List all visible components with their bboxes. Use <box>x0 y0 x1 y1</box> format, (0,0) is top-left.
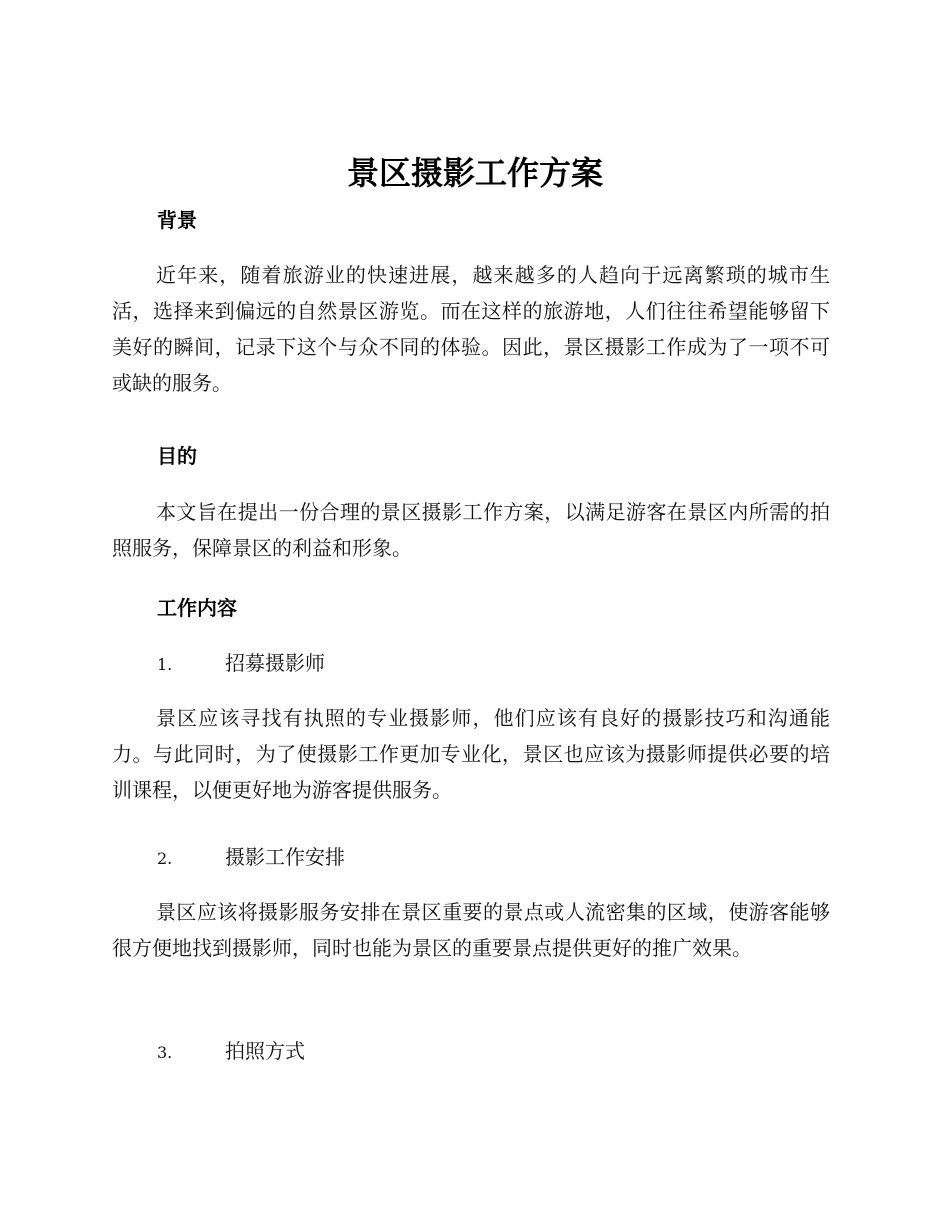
list-item-title: 摄影工作安排 <box>225 845 345 869</box>
list-item-number: 2. <box>157 849 173 868</box>
section-heading-purpose: 目的 <box>157 444 197 468</box>
item-1-paragraph: 景区应该寻找有执照的专业摄影师，他们应该有良好的摄影技巧和沟通能力。与此同时，为了使摄影工作更加专业化，景区也应该为摄影师提供必要的培训课程，以便更好地为游客提供服务。 <box>112 706 830 802</box>
list-item-title: 招募摄影师 <box>225 651 325 675</box>
background-paragraph: 近年来，随着旅游业的快速进展，越来越多的人趋向于远离繁琐的城市生活，选择来到偏远的自然景区游览。而在这样的旅游地，人们往往希望能够留下美好的瞬间，记录下这个与众不同的体验。因此，景区摄影工作成为了一项不可或缺的服务。 <box>112 263 830 395</box>
section-heading-background: 背景 <box>157 208 197 232</box>
list-item-heading <box>157 842 345 874</box>
list-item-heading <box>157 648 325 680</box>
list-item-number: 1. <box>157 655 173 674</box>
list-item-number: 3. <box>157 1043 173 1062</box>
purpose-paragraph: 本文旨在提出一份合理的景区摄影工作方案，以满足游客在景区内所需的拍照服务，保障景区的利益和形象。 <box>112 500 830 560</box>
section-heading-content: 工作内容 <box>157 596 237 620</box>
item-2-paragraph: 景区应该将摄影服务安排在景区重要的景点或人流密集的区域，使游客能够很方便地找到摄影师，同时也能为景区的重要景点提供更好的推广效果。 <box>112 900 830 960</box>
document-title: 景区摄影工作方案 <box>346 154 603 192</box>
list-item-title: 拍照方式 <box>225 1039 305 1063</box>
list-item-heading <box>157 1036 305 1068</box>
